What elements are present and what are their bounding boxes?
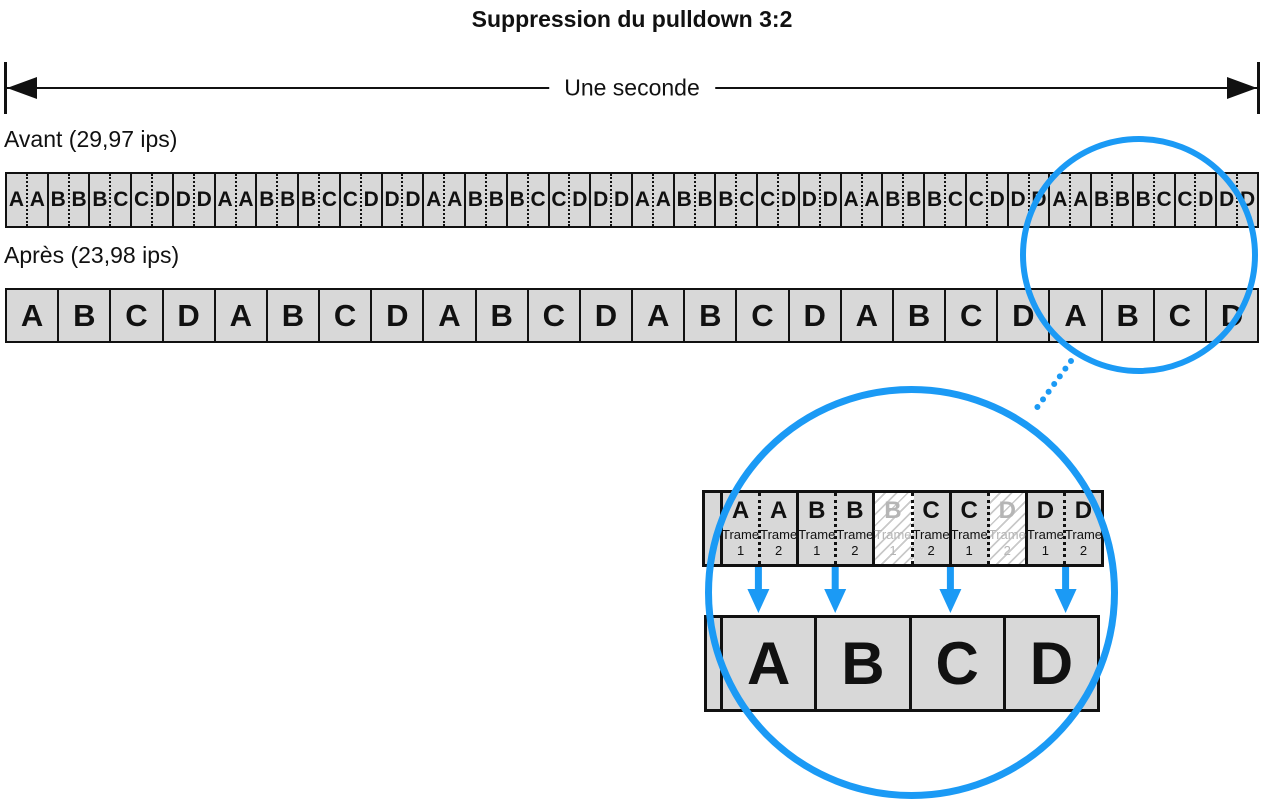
result-frame-cell: A [723,618,817,709]
before-field-cell: C [758,174,779,226]
before-field-cell: C [321,188,338,211]
before-field-cell: B [675,174,696,226]
before-field-cell: C [132,174,153,226]
before-field-cell: A [655,188,671,211]
detail-field-num: 1 [965,542,973,558]
after-frame-cell: C [1155,290,1207,341]
before-field-cell: B [280,188,296,211]
detail-field-num: 2 [1003,542,1011,558]
before-field-cell: C [947,188,964,211]
after-frame-cell: B [59,290,111,341]
before-frame [466,174,508,226]
before-frame [508,174,550,226]
detail-field-word: Trame [722,527,760,542]
after-frame-cell: B [477,290,529,341]
detail-letter: D [1074,497,1093,524]
before-field-cell: C [1176,174,1197,226]
before-field-cell: D [363,188,379,211]
before-field-cell: D [800,174,821,226]
detail-letter: B [884,497,902,524]
detail-letter: D [998,497,1016,524]
after-frame-cell: A [424,290,476,341]
before-frame [383,174,425,226]
after-frame-cell: B [894,290,946,341]
detail-field-word: Trame [912,527,950,542]
before-field-cell: A [633,174,654,226]
after-frame-cell: C [529,290,581,341]
before-field-cell: D [154,188,171,211]
detail-letter: B [846,497,864,524]
before-field-cell: C [550,174,571,226]
detail-field-word: Trame [874,527,912,542]
before-frame [633,174,675,226]
detail-field-word: Trame [988,527,1026,542]
before-frame [675,174,717,226]
after-frame-cell: D [164,290,216,341]
detail-field-word: Trame [1064,527,1103,542]
before-field-cell: A [216,174,237,226]
after-frame-cell: D [372,290,424,341]
before-frame [424,174,466,226]
before-field-cell: B [1092,174,1113,226]
detail-field-word: Trame [836,527,874,542]
arrowhead-right-icon [1227,77,1257,99]
after-frame-cell: B [1103,290,1155,341]
detail-letter: A [769,497,788,524]
before-field-cell: B [90,174,111,226]
before-frame [49,174,91,226]
before-field-cell: D [572,188,588,211]
before-field-cell: D [174,174,195,226]
before-field-cell: B [1114,188,1130,211]
before-field-cell: A [1073,188,1089,211]
before-frame [341,174,383,226]
before-field-cell: A [447,188,463,211]
before-field-cell: A [7,174,28,226]
magnifier-connector-dots [1020,350,1084,416]
detail-field-word: Trame [1026,527,1064,542]
before-field-cell: B [883,174,904,226]
detail-letter: C [960,497,978,524]
detail-field-num: 1 [889,542,897,558]
detail-letter: B [808,497,826,524]
before-field-cell: D [614,188,630,211]
before-frame [90,174,132,226]
after-frame-cell: A [7,290,59,341]
before-frame [591,174,633,226]
before-field-cell: B [697,188,713,211]
before-field-cell: C [967,174,988,226]
detail-field-word: Trame [760,527,798,542]
before-field-cell: D [780,188,797,211]
before-frame [716,174,758,226]
after-frame-cell: C [946,290,998,341]
before-field-cell: B [299,174,320,226]
before-field-cell: B [71,188,87,211]
before-field-cell: B [716,174,737,226]
before-field-cell: B [49,174,70,226]
before-frame [174,174,216,226]
before-field-cell: A [1050,174,1071,226]
before-frame [132,174,174,226]
before-field-cell: D [196,188,212,211]
magnifier-circle [705,386,1118,799]
before-field-cell: A [864,188,880,211]
before-field-cell: C [341,174,362,226]
after-frame-cell: D [581,290,633,341]
detail-field-num: 2 [927,542,935,558]
before-field-cell: B [508,174,529,226]
detail-field-word: Trame [950,527,988,542]
before-field-cell: B [488,188,504,211]
before-field-cell: D [591,174,612,226]
result-frame-cell: B [817,618,911,709]
after-frame-cell: D [790,290,842,341]
after-frame-cell: C [111,290,163,341]
after-frame-cell: A [216,290,268,341]
before-frame [550,174,592,226]
result-frame-cell: D [1029,630,1074,697]
before-field-cell: D [1031,188,1047,211]
detail-letter: C [922,497,940,524]
before-field-cell: A [842,174,863,226]
highlight-circle [1020,136,1258,374]
before-field-cell: A [238,188,254,211]
before-field-cell: D [405,188,421,211]
detail-letter: A [731,497,750,524]
page-title: Suppression du pulldown 3:2 [471,6,793,32]
after-frame-cell: A [842,290,894,341]
before-frame [967,174,1009,226]
before-field-cell: C [113,188,129,211]
after-frame-cell: A [633,290,685,341]
after-frame-cell: C [737,290,789,341]
result-frame-cell: C [912,618,1006,709]
before-field-cell: D [1009,174,1030,226]
after-frame-cell: A [1050,290,1102,341]
detail-letter: D [1036,497,1055,524]
after-label: Après (23,98 ips) [4,242,180,268]
before-field-cell: B [1134,174,1155,226]
after-frame-cell: D [1220,297,1244,333]
before-field-cell: C [739,188,755,211]
detail-field-num: 1 [1041,542,1049,558]
before-frame [7,174,49,226]
detail-field-num: 2 [1079,542,1088,558]
before-frame [257,174,299,226]
detail-field-num: 1 [813,542,821,558]
after-frame-cell: B [685,290,737,341]
before-label: Avant (29,97 ips) [4,126,178,152]
before-field-cell: D [989,188,1005,211]
before-field-cell: D [1198,188,1214,211]
detail-field-num: 2 [851,542,859,558]
before-field-cell: C [1156,188,1172,211]
one-second-measure [4,62,1260,114]
before-frame [842,174,884,226]
one-second-label: Une seconde [549,75,715,102]
before-field-cell: B [906,188,922,211]
before-frame [883,174,925,226]
before-field-cell: D [383,174,404,226]
before-frame [216,174,258,226]
before-field-cell: D [1217,174,1238,226]
before-field-cell: A [424,174,445,226]
before-field-cell: D [822,188,838,211]
before-field-cell: D [1240,188,1256,211]
detail-field-word: Trame [798,527,836,542]
before-field-cell: B [257,174,278,226]
detail-field-num: 2 [775,542,783,558]
detail-field-num: 1 [736,542,745,558]
after-frame-cell: D [998,290,1050,341]
after-frame-cell: C [320,290,372,341]
after-frame-cell: B [268,290,320,341]
before-frame [925,174,967,226]
before-field-cell: A [29,188,45,211]
before-frame [800,174,842,226]
before-frame [299,174,341,226]
before-field-cell: B [466,174,487,226]
before-frame [758,174,800,226]
before-field-cell: B [925,174,946,226]
connector-dotted-line [1036,361,1071,409]
arrowhead-left-icon [7,77,37,99]
before-field-cell: C [530,188,546,211]
